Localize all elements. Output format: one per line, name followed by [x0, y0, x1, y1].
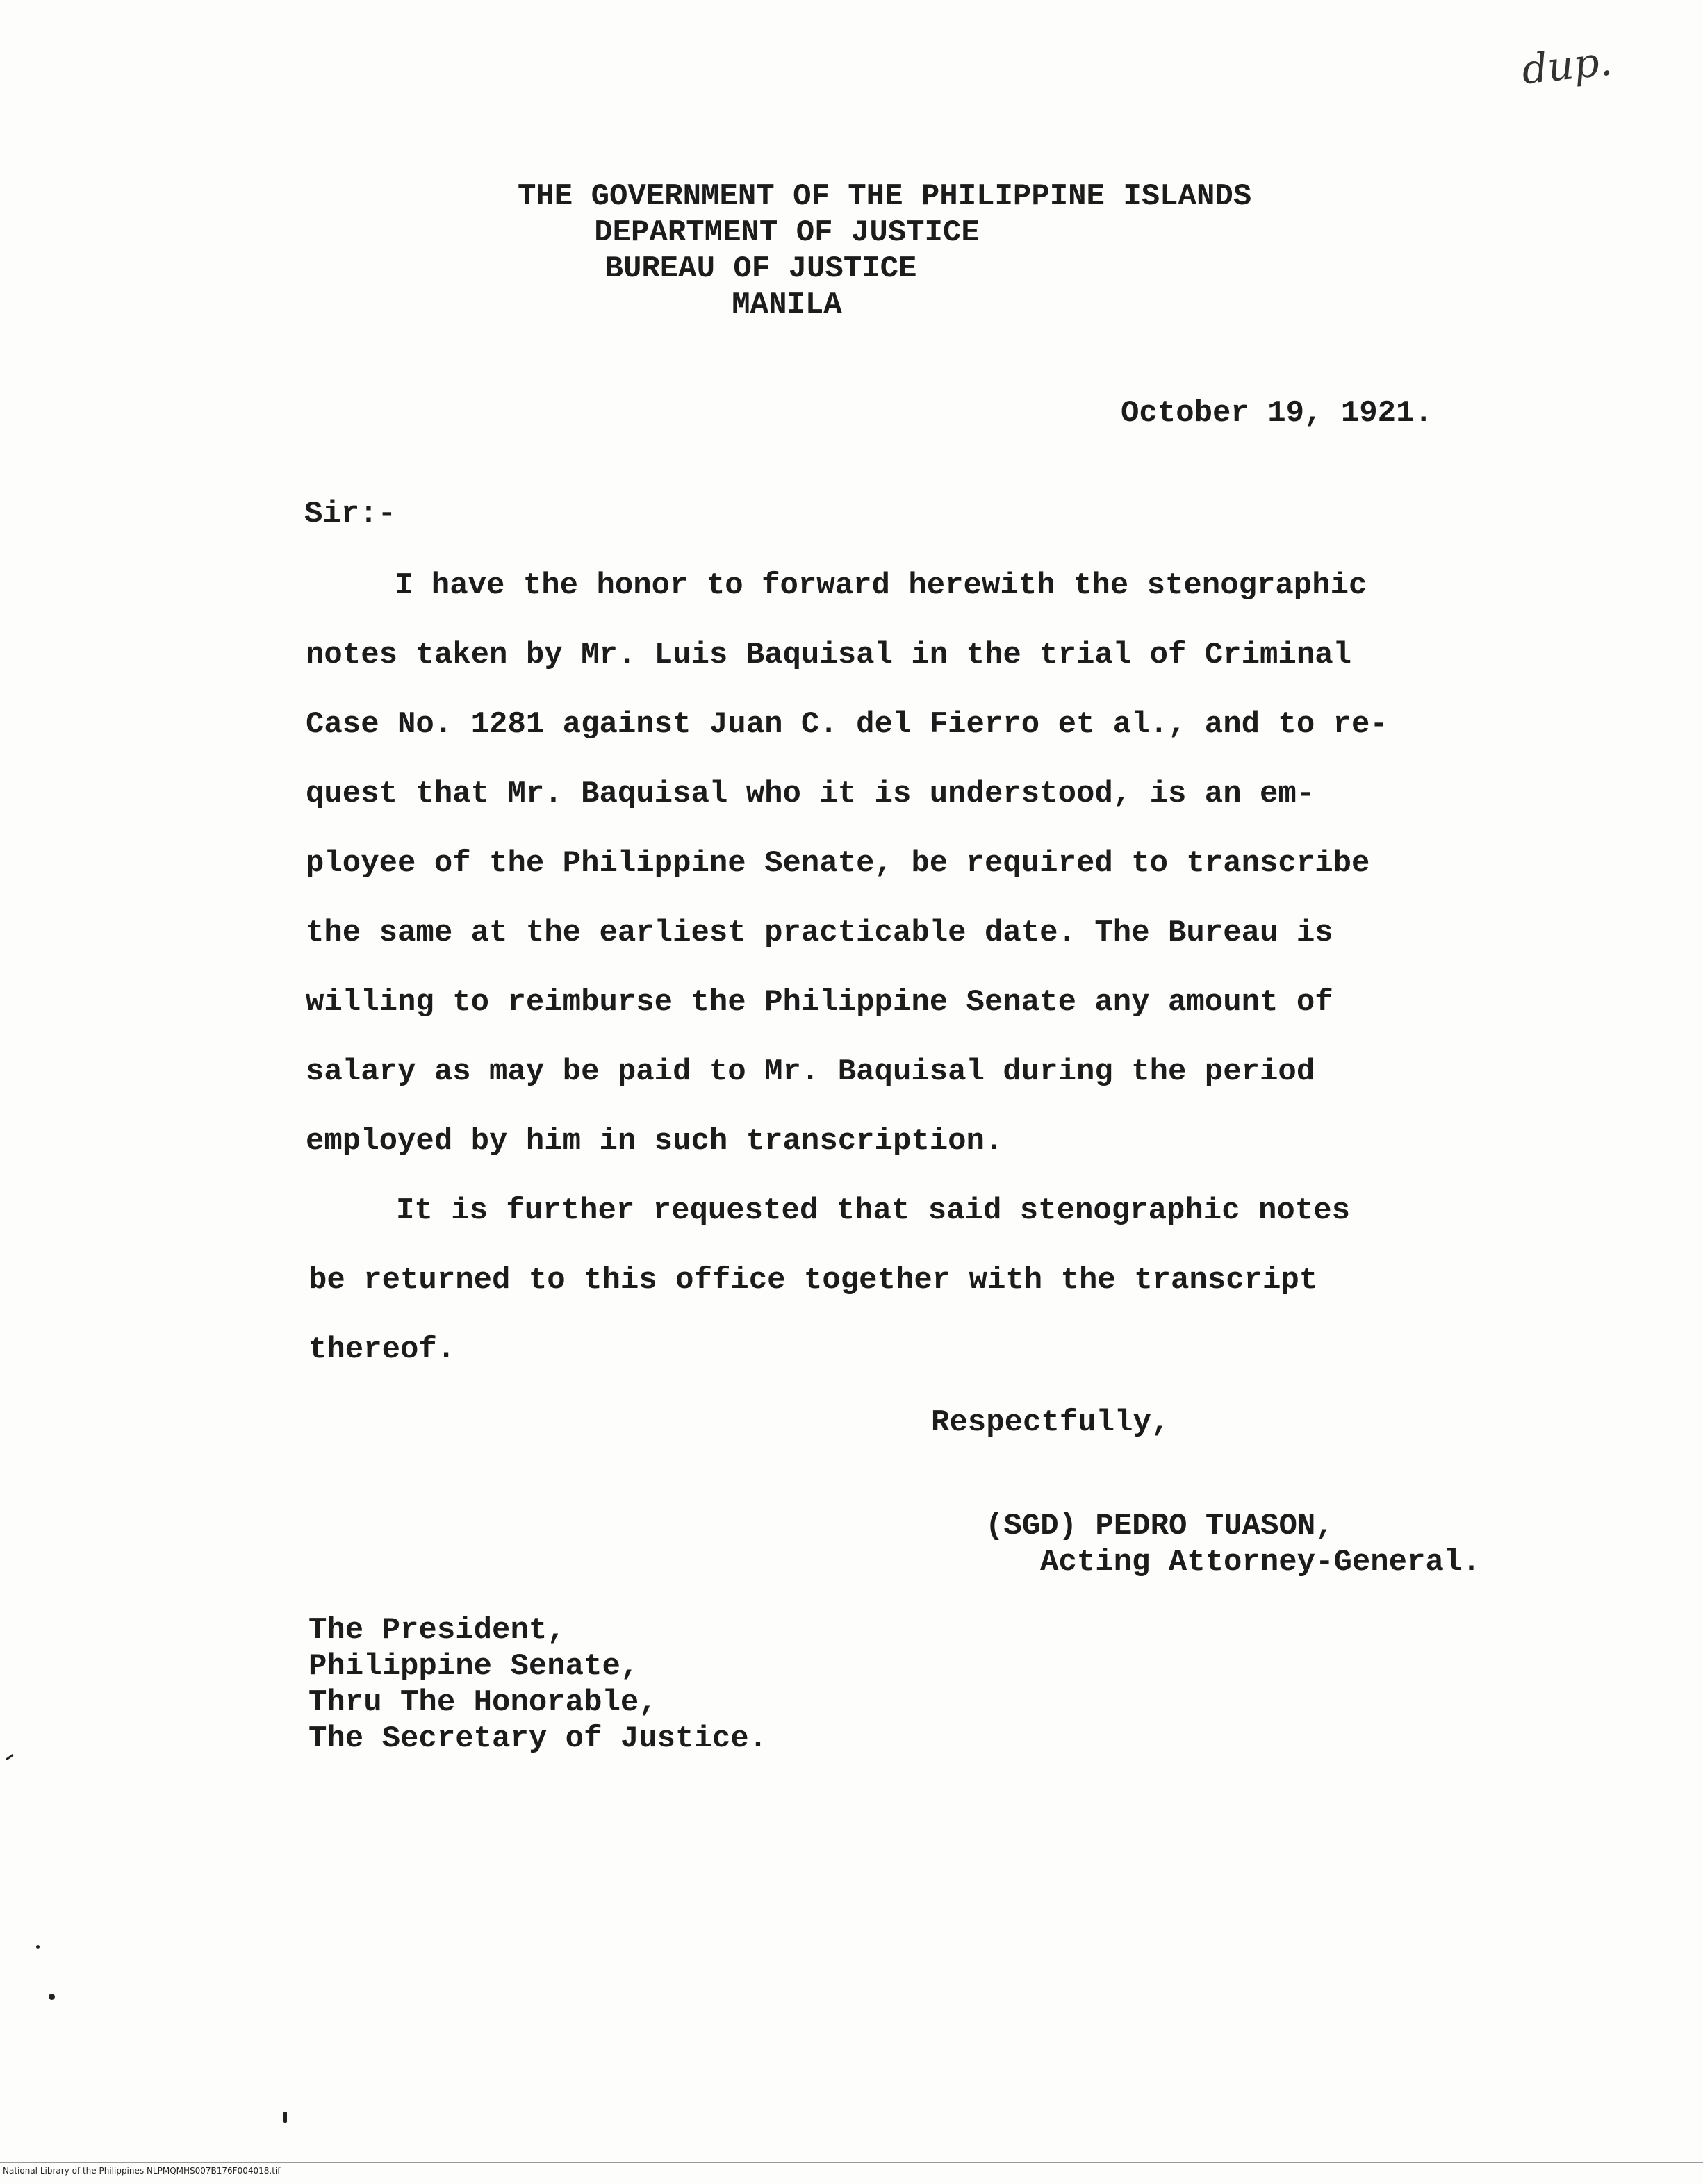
body-p1-line-1: I have the honor to forward herewith the stenographic — [395, 568, 1367, 603]
body-p1-line-6: the same at the earliest practicable date. The Bureau is — [306, 916, 1333, 950]
addressee-line-4: The Secretary of Justice. — [308, 1721, 768, 1756]
addressee-line-1: The President, — [308, 1613, 566, 1648]
letterhead-line-2: DEPARTMENT OF JUSTICE — [594, 215, 980, 250]
salutation: Sir:- — [304, 497, 397, 531]
scan-speck — [283, 2112, 287, 2123]
body-p2-line-3: thereof. — [308, 1332, 456, 1367]
body-p1-line-7: willing to reimburse the Philippine Senate any amount of — [306, 985, 1333, 1020]
signature-name: (SGD) PEDRO TUASON, — [985, 1509, 1334, 1544]
handwritten-note: dup. — [1519, 37, 1615, 94]
letterhead-line-4: MANILA — [732, 288, 842, 322]
body-p1-line-8: salary as may be paid to Mr. Baquisal during the period — [306, 1054, 1315, 1089]
addressee-line-3: Thru The Honorable, — [308, 1685, 657, 1720]
scan-speck — [6, 1754, 14, 1760]
scan-speck — [49, 1994, 55, 2000]
body-p1-line-3: Case No. 1281 against Juan C. del Fierro et al., and to re- — [306, 707, 1388, 742]
body-p1-line-4: quest that Mr. Baquisal who it is understood, is an em- — [306, 777, 1315, 811]
closing: Respectfully, — [931, 1405, 1170, 1440]
letterhead-line-1: THE GOVERNMENT OF THE PHILIPPINE ISLANDS — [518, 179, 1252, 214]
signature-title: Acting Attorney-General. — [1040, 1545, 1481, 1580]
scan-speck — [36, 1945, 40, 1949]
letterhead-line-3: BUREAU OF JUSTICE — [604, 251, 917, 286]
body-p1-line-9: employed by him in such transcription. — [306, 1124, 1003, 1159]
body-p2-line-2: be returned to this office together with the transcript — [308, 1263, 1318, 1298]
addressee-line-2: Philippine Senate, — [308, 1649, 639, 1684]
body-p2-line-1: It is further requested that said stenographic notes — [396, 1193, 1351, 1228]
body-p1-line-2: notes taken by Mr. Luis Baquisal in the trial of Criminal — [306, 638, 1352, 672]
body-p1-line-5: ployee of the Philippine Senate, be required to transcribe — [306, 846, 1370, 881]
footer-caption: National Library of the Philippines NLPMQMHS007B176F004018.tif — [3, 2166, 281, 2176]
letter-date: October 19, 1921. — [1121, 396, 1433, 431]
